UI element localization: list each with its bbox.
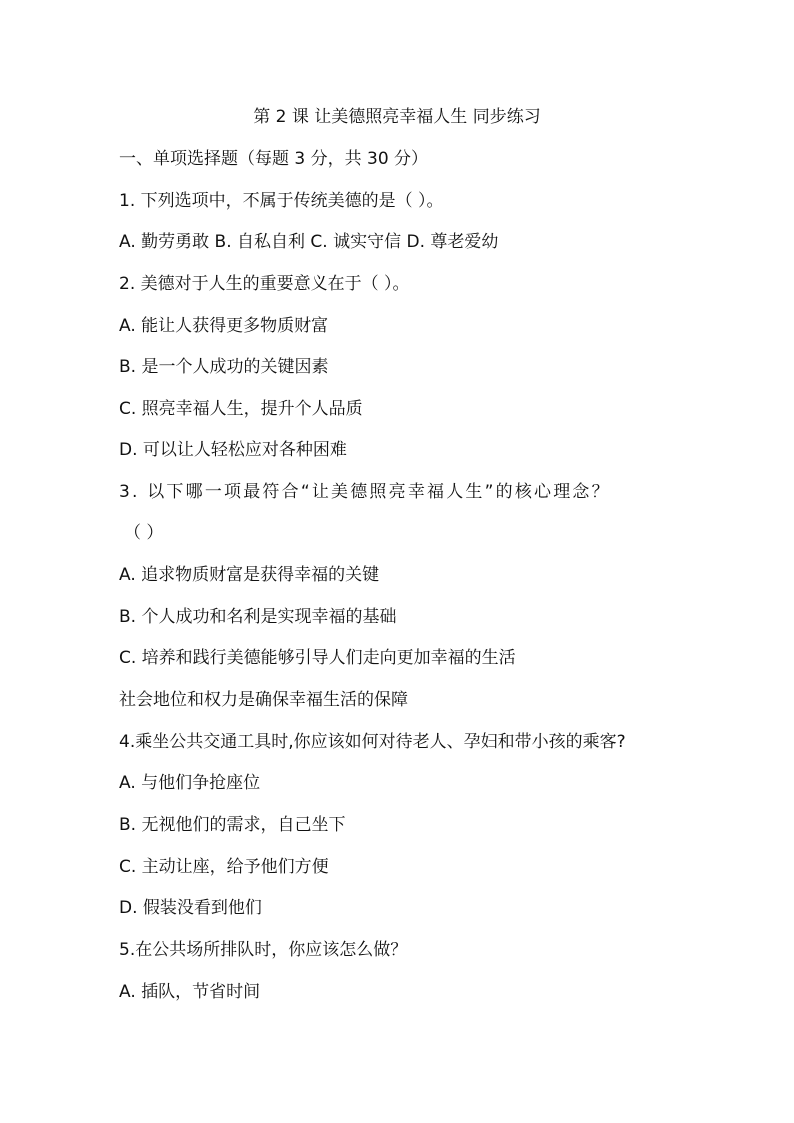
- question-2-option-b: B. 是一个人成功的关键因素: [119, 357, 329, 377]
- question-4-option-c: C. 主动让座，给予他们方便: [119, 857, 329, 877]
- question-3-answer-blank: （ ）: [124, 523, 164, 543]
- question-4-stem: 4.乘坐公共交通工具时,你应该如何对待老人、孕妇和带小孩的乘客?: [119, 732, 626, 752]
- question-3-option-d: 社会地位和权力是确保幸福生活的保障: [119, 690, 408, 710]
- question-1-options: A. 勤劳勇敢 B. 自私自利 C. 诚实守信 D. 尊老爱幼: [119, 232, 499, 252]
- question-4-option-d: D. 假装没看到他们: [119, 898, 262, 918]
- question-4-option-b: B. 无视他们的需求，自己坐下: [119, 815, 346, 835]
- question-2-option-c: C. 照亮幸福人生，提升个人品质: [119, 399, 363, 419]
- question-3-option-a: A. 追求物质财富是获得幸福的关键: [119, 565, 380, 585]
- section-heading: 一、单项选择题（每题 3 分，共 30 分）: [119, 149, 429, 169]
- question-1-stem: 1. 下列选项中，不属于传统美德的是（ ）。: [119, 191, 444, 211]
- question-2-stem: 2. 美德对于人生的重要意义在于（ ）。: [119, 274, 410, 294]
- question-4-option-a: A. 与他们争抢座位: [119, 773, 261, 793]
- document-title: 第 2 课 让美德照亮幸福人生 同步练习: [253, 107, 541, 127]
- question-3-stem: 3. 以下哪一项最符合“让美德照亮幸福人生”的核心理念？: [119, 482, 611, 502]
- question-2-option-a: A. 能让人获得更多物质财富: [119, 316, 329, 336]
- question-5-option-a: A. 插队，节省时间: [119, 982, 261, 1002]
- question-3-option-c: C. 培养和践行美德能够引导人们走向更加幸福的生活: [119, 648, 516, 668]
- question-2-option-d: D. 可以让人轻松应对各种困难: [119, 440, 347, 460]
- question-3-option-b: B. 个人成功和名利是实现幸福的基础: [119, 607, 397, 627]
- question-5-stem: 5.在公共场所排队时，你应该怎么做？: [119, 940, 408, 960]
